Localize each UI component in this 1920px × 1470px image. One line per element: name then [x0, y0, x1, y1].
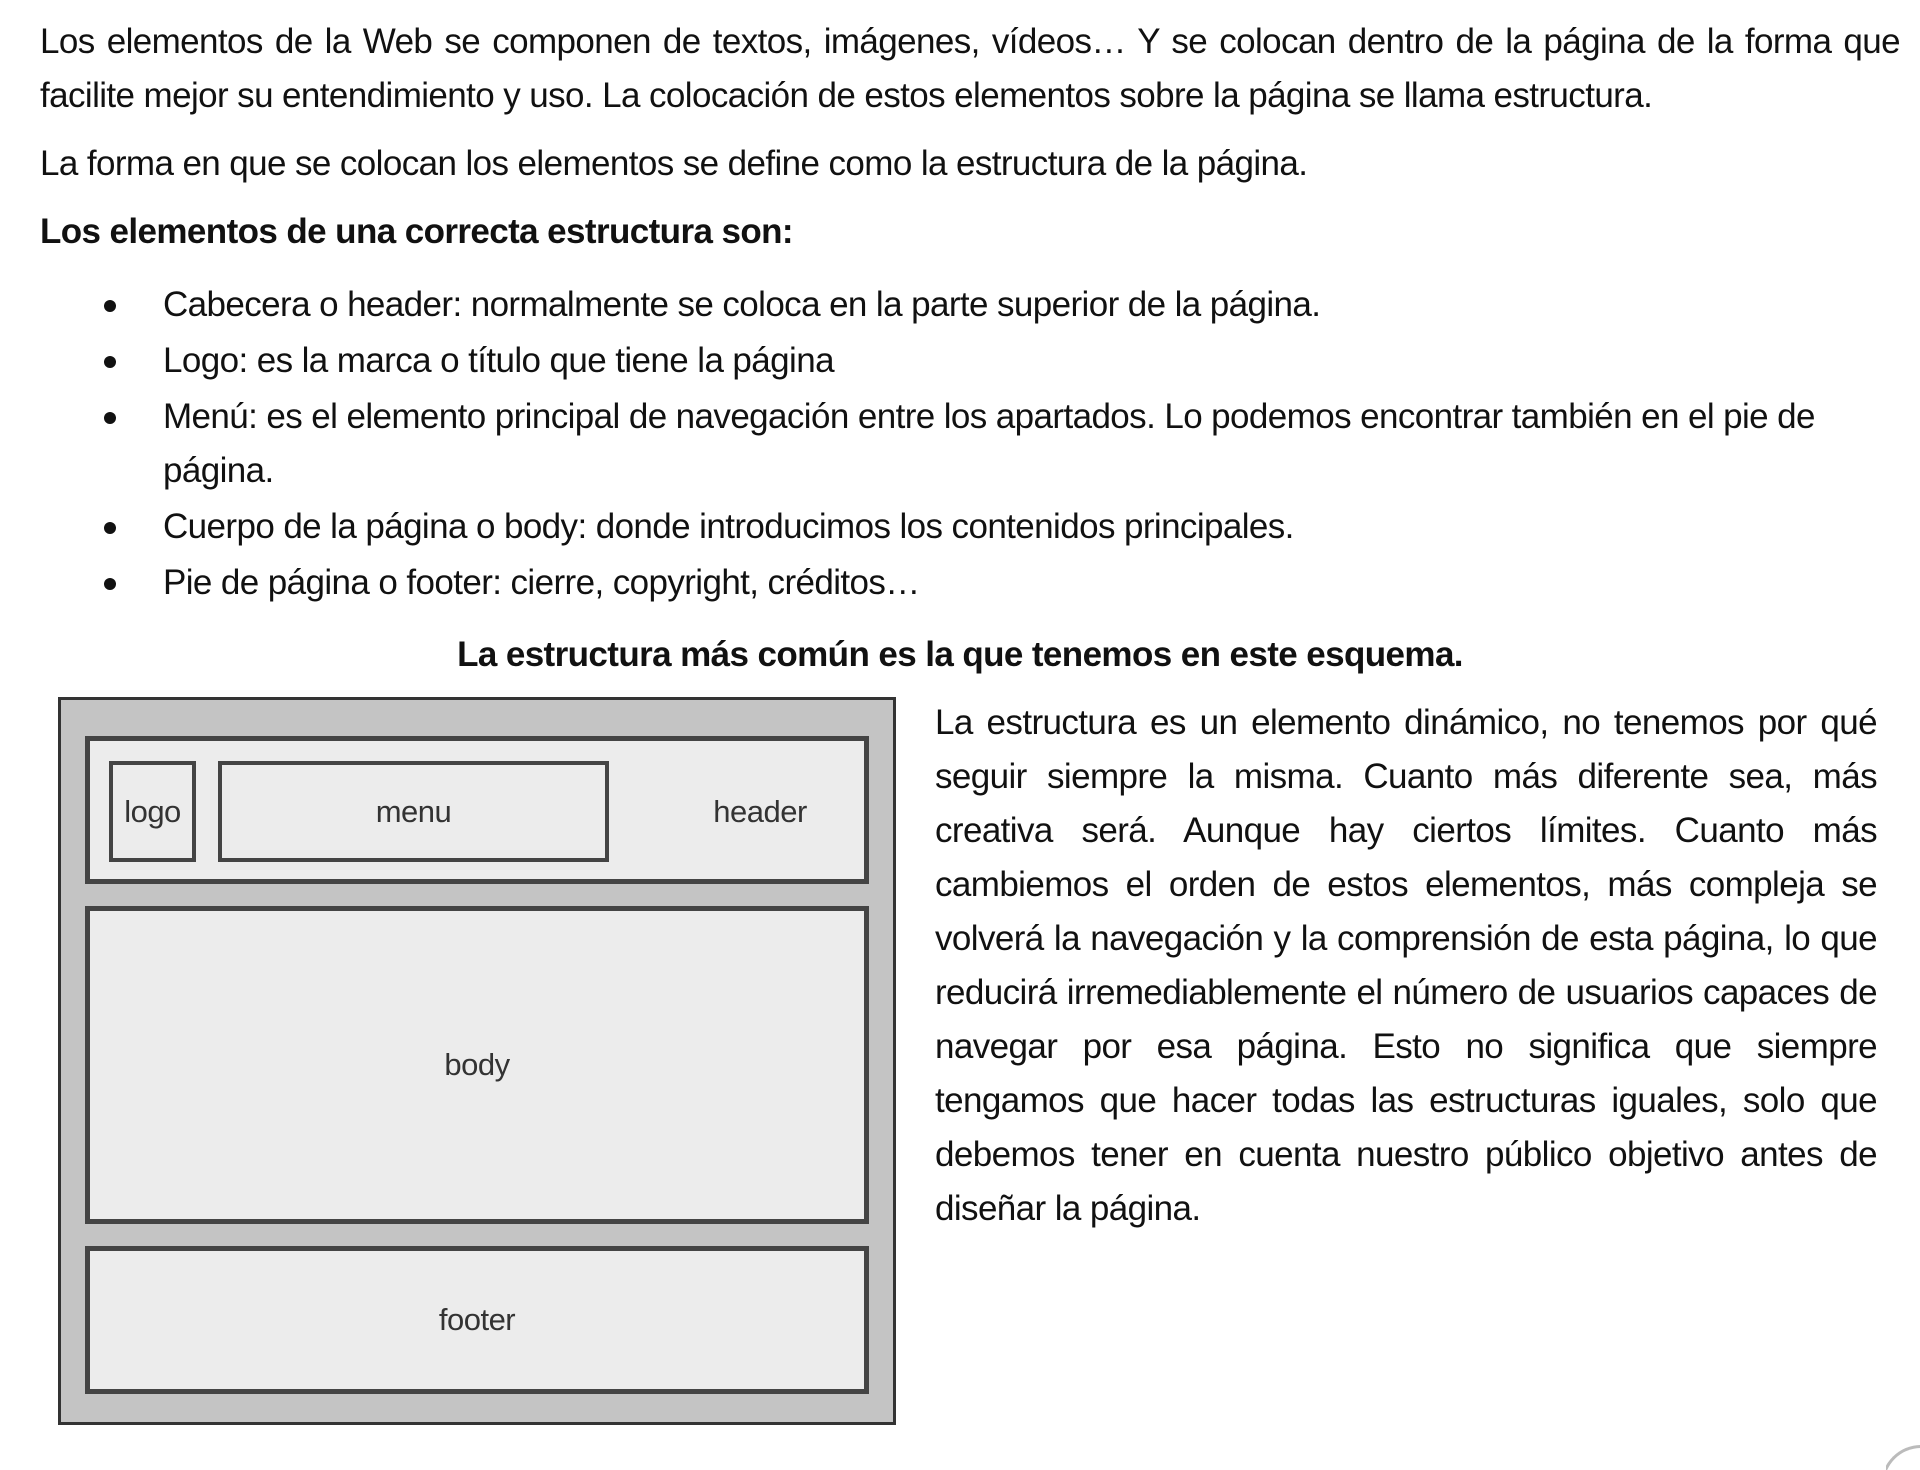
- diagram-menu-box: [218, 761, 609, 862]
- diagram-menu-label: menu: [375, 793, 452, 829]
- diagram-logo-box: [109, 761, 196, 862]
- definition-paragraph: La forma en que se colocan los elementos se define como la estructura de la página.: [40, 144, 1308, 183]
- list-item-text: Pie de página o footer: cierre, copyright, créditos…: [163, 563, 920, 602]
- intro-paragraph: Los elementos de la Web se componen de textos, imágenes, vídeos… Y se colocan dentro de la página de la forma que facilite mejor su entendimiento y uso. La colocación de estos elementos sobre la página se llama estructura.: [40, 22, 1900, 115]
- bullet-icon: [104, 412, 116, 424]
- scheme-heading: La estructura más común es la que tenemos en este esquema.: [457, 635, 1463, 674]
- bullet-icon: [104, 356, 116, 368]
- diagram-header-label-wrap: [675, 761, 845, 862]
- list-item-text: Menú: es el elemento principal de navegación entre los apartados. Lo podemos encontrar también en el pie de página.: [163, 397, 1815, 490]
- diagram-body-region: [85, 906, 869, 1224]
- diagram-footer-region: [85, 1246, 869, 1394]
- list-item-body: [0, 500, 1900, 554]
- structure-diagram: [58, 697, 896, 1425]
- list-item-text: Cuerpo de la página o body: donde introducimos los contenidos principales.: [163, 507, 1294, 546]
- diagram-header-region: [85, 736, 869, 884]
- list-item-text: Cabecera o header: normalmente se coloca en la parte superior de la página.: [163, 285, 1321, 324]
- elements-list: [0, 278, 1900, 612]
- list-item-logo: [0, 334, 1900, 388]
- diagram-logo-label: logo: [124, 793, 181, 829]
- list-item-menu: [0, 390, 1900, 498]
- diagram-header-label: header: [713, 793, 807, 829]
- list-item-footer: [0, 556, 1900, 610]
- elements-heading: Los elementos de una correcta estructura son:: [40, 212, 793, 251]
- list-item-text: Logo: es la marca o título que tiene la página: [163, 341, 834, 380]
- diagram-body-label: body: [444, 1047, 510, 1082]
- bullet-icon: [104, 578, 116, 590]
- bullet-icon: [104, 522, 116, 534]
- list-item-header: [0, 278, 1900, 332]
- bullet-icon: [104, 300, 116, 312]
- diagram-footer-label: footer: [438, 1302, 516, 1337]
- side-paragraph: La estructura es un elemento dinámico, no tenemos por qué seguir siempre la misma. Cuanto más diferente sea, más creativa será. Aunque hay ciertos límites. Cuanto más cambiemos el orden de estos elementos, más compleja se volverá la navegación y la comprensión de esta página, lo que reducirá irremediablemente el número de usuarios capaces de navegar por esa página. Esto no significa que siempre tengamos que hacer todas las estructuras iguales, solo que debemos tener en cuenta nuestro público objetivo antes de diseñar la página.: [935, 703, 1877, 1228]
- page-curl-icon: [1886, 1440, 1920, 1470]
